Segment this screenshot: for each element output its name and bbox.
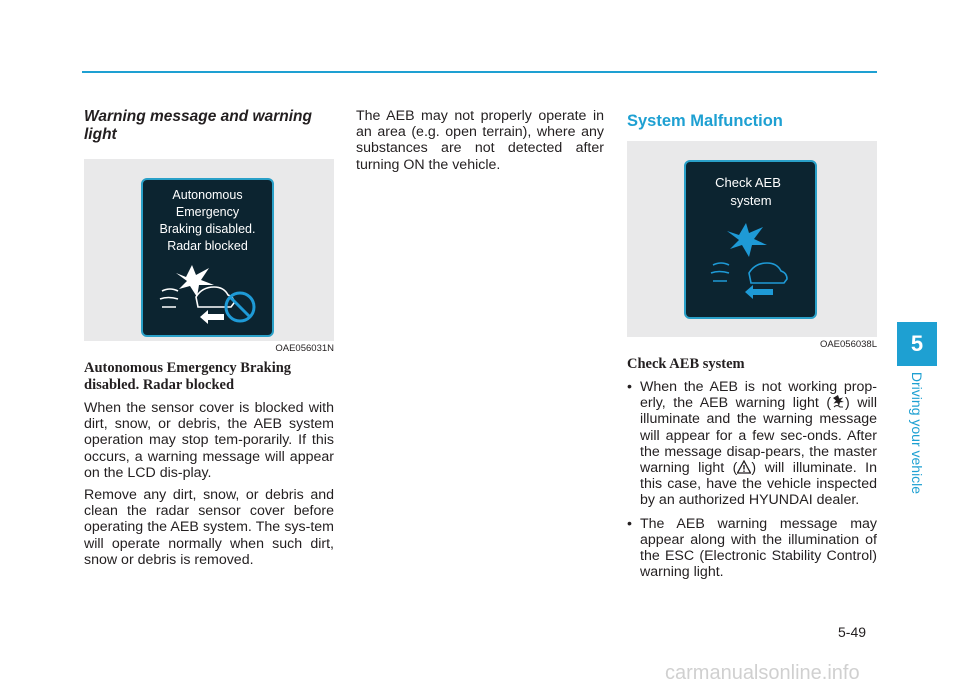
check-aeb-subheading: Check AEB system — [627, 356, 745, 372]
system-malfunction-heading: System Malfunction — [627, 112, 783, 130]
lcd-line-1: Autonomous — [172, 188, 243, 202]
malfunction-bullet-list — [627, 379, 877, 580]
aeb-warning-icon — [831, 395, 845, 409]
lcd-line-2: Emergency — [175, 205, 240, 219]
chapter-number-tab: 5 — [897, 322, 937, 366]
chapter-title-text: Driving your vehicle — [909, 371, 925, 495]
paragraph-open-terrain: The AEB may not properly operate in an area (e.g. open terrain), where any substances are not detected after turning ON the vehicle. — [356, 108, 604, 173]
lcd-line-3: Braking disabled. — [159, 222, 256, 236]
lcd-display-illustration — [84, 159, 334, 341]
page-number: 5-49 — [838, 624, 867, 640]
top-rule — [82, 71, 877, 73]
paragraph-remove-dirt: Remove any dirt, snow, or debris and clean the radar sensor cover before operating the AEB system. The sys-tem will operate normally when such dirt, snow or debris is removed. — [84, 487, 334, 568]
lcd-display-illustration — [627, 141, 877, 337]
lcd-line-2: system — [730, 193, 772, 208]
list-item: • The AEB warning message may appear along with the illumination of the ESC (Electronic Stability Control) warning light. — [627, 516, 877, 581]
figure-code: OAE056038L — [819, 339, 877, 350]
master-warning-icon — [737, 460, 751, 474]
lcd-line-1: Check AEB — [715, 175, 781, 190]
list-item — [627, 379, 877, 509]
bullet-text-1a: When the AEB is not working prop-erly, the AEB warning light ( — [640, 379, 877, 412]
figure-code: OAE056031N — [275, 343, 334, 354]
aeb-disabled-subheading: Autonomous Emergency Braking disabled. Radar blocked — [84, 360, 292, 393]
figure-check-aeb — [627, 141, 877, 337]
watermark: carmanualsonline.info — [665, 662, 860, 684]
middle-column — [356, 108, 604, 179]
right-column — [627, 108, 877, 587]
warning-section-heading: Warning message and warning light — [84, 108, 312, 143]
paragraph-sensor-blocked: When the sensor cover is blocked with dirt, snow, or debris, the AEB system operation may stop tem-porarily. If this occurs, a warning message will appear on the LCD dis-play. — [84, 400, 334, 481]
bullet-text-1c: ) will illuminate. In this case, have the vehicle inspected by an authorized HYUNDAI dealer. — [640, 460, 877, 509]
bullet-text-1b: ) will illuminate and the warning message will appear for a few sec-onds. After the message disap-pears, the master warning light ( — [640, 395, 877, 477]
chapter-title-label — [896, 372, 938, 494]
lcd-line-4: Radar blocked — [167, 239, 248, 253]
figure-aeb-disabled — [84, 159, 334, 341]
left-column — [84, 108, 334, 574]
